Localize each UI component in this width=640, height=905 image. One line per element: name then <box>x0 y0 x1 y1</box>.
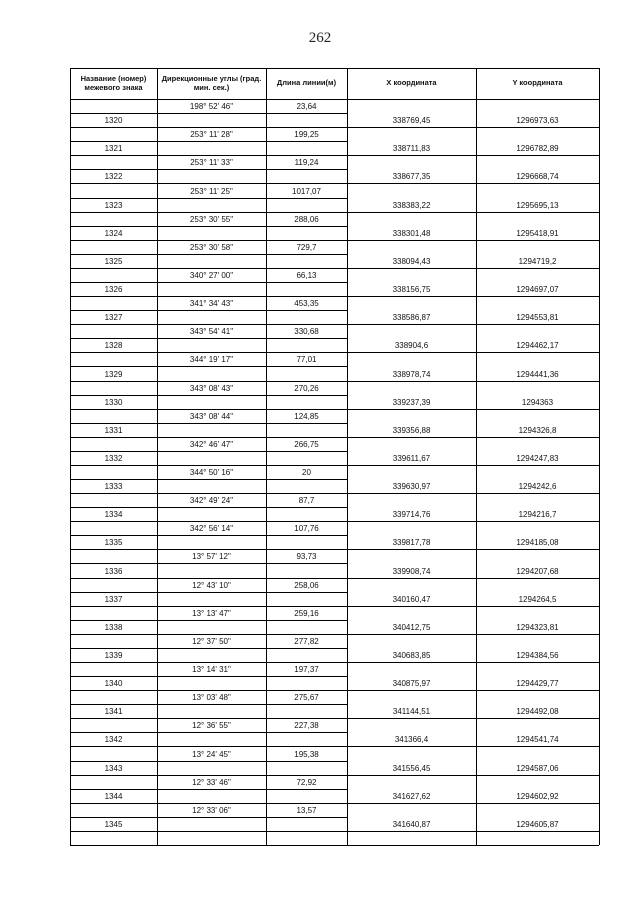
row-rule <box>347 634 599 635</box>
x-coordinate: 338978,74 <box>392 369 431 379</box>
point-name: 1340 <box>104 679 123 689</box>
line-length: 87,7 <box>298 496 315 506</box>
x-coordinate: 338156,75 <box>392 285 431 295</box>
line-length: 93,73 <box>296 552 317 562</box>
point-name: 1330 <box>104 397 123 407</box>
y-coordinate: 1294326,8 <box>518 425 557 435</box>
directional-angle: 198° 52' 46" <box>189 102 234 112</box>
x-coordinate: 338383,22 <box>392 200 431 210</box>
point-name: 1325 <box>104 256 123 266</box>
row-rule <box>70 648 347 649</box>
row-rule <box>347 127 599 128</box>
y-coordinate: 1294602,92 <box>516 791 559 801</box>
point-name: 1322 <box>104 172 123 182</box>
header-y-coordinate: Y координата <box>512 78 563 88</box>
x-coordinate: 341556,45 <box>392 763 431 773</box>
row-rule <box>347 606 599 607</box>
y-coordinate: 1294553,81 <box>516 313 559 323</box>
y-coordinate: 1294264,5 <box>518 594 557 604</box>
x-coordinate: 339714,76 <box>392 510 431 520</box>
point-name: 1327 <box>104 313 123 323</box>
x-coordinate: 341144,51 <box>392 707 431 717</box>
row-rule <box>347 549 599 550</box>
point-name: 1332 <box>104 453 123 463</box>
y-coordinate: 1294323,81 <box>516 622 559 632</box>
row-rule <box>70 141 347 142</box>
row-rule <box>70 775 347 776</box>
point-name: 1326 <box>104 285 123 295</box>
y-coordinate: 1294185,08 <box>516 538 559 548</box>
row-rule <box>347 718 599 719</box>
y-coordinate: 1294541,74 <box>516 735 559 745</box>
directional-angle: 12° 33' 46" <box>192 777 231 787</box>
directional-angle: 253° 11' 33" <box>190 158 233 168</box>
line-length: 199,25 <box>294 130 319 140</box>
y-coordinate: 1296973,63 <box>516 116 559 126</box>
y-coordinate: 1294587,06 <box>516 763 559 773</box>
directional-angle: 12° 37' 50" <box>192 636 231 646</box>
row-rule <box>70 507 347 508</box>
directional-angle: 253° 11' 25" <box>190 186 233 196</box>
row-rule <box>70 761 347 762</box>
directional-angle: 340° 27' 00" <box>189 270 234 280</box>
point-name: 1337 <box>104 594 123 604</box>
page-number: 262 <box>308 30 332 46</box>
row-rule <box>70 310 347 311</box>
row-rule <box>70 592 347 593</box>
y-coordinate: 1294605,87 <box>516 819 559 829</box>
y-coordinate: 1296782,89 <box>516 144 559 154</box>
line-length: 270,26 <box>294 383 319 393</box>
directional-angle: 13° 03' 48" <box>192 693 231 703</box>
y-coordinate: 1294363 <box>521 397 554 407</box>
directional-angle: 12° 33' 06" <box>192 805 231 815</box>
row-rule <box>347 831 599 832</box>
directional-angle: 343° 08' 43" <box>189 383 234 393</box>
directional-angle: 12° 36' 55" <box>192 721 231 731</box>
point-name: 1334 <box>104 510 123 520</box>
row-rule <box>70 395 347 396</box>
row-rule <box>347 409 599 410</box>
row-rule <box>70 240 347 241</box>
line-length: 259,16 <box>294 608 319 618</box>
directional-angle: 341° 34' 43" <box>189 299 234 309</box>
line-length: 195,38 <box>294 749 319 759</box>
x-coordinate: 341640,87 <box>392 819 431 829</box>
row-rule <box>70 423 347 424</box>
y-coordinate: 1294697,07 <box>516 285 559 295</box>
row-rule <box>70 578 347 579</box>
directional-angle: 253° 11' 28" <box>190 130 233 140</box>
line-length: 23,64 <box>296 102 317 112</box>
line-length: 124,85 <box>294 411 319 421</box>
table-border-bottom <box>70 845 599 846</box>
x-coordinate: 339908,74 <box>392 566 431 576</box>
directional-angle: 13° 24' 45" <box>192 749 231 759</box>
row-rule <box>70 803 347 804</box>
line-length: 258,06 <box>294 580 319 590</box>
line-length: 119,24 <box>294 158 319 168</box>
line-length: 275,67 <box>294 693 319 703</box>
row-rule <box>347 662 599 663</box>
row-rule <box>70 254 347 255</box>
y-coordinate: 1295695,13 <box>516 200 559 210</box>
survey-coordinates-table <box>70 68 599 845</box>
row-rule <box>70 169 347 170</box>
row-rule <box>347 212 599 213</box>
line-length: 729,7 <box>296 242 317 252</box>
directional-angle: 253° 30' 55" <box>189 214 234 224</box>
point-name: 1323 <box>104 200 123 210</box>
directional-angle: 12° 43' 10" <box>192 580 231 590</box>
row-rule <box>347 324 599 325</box>
row-rule <box>70 113 347 114</box>
point-name: 1339 <box>104 651 123 661</box>
x-coordinate: 341627,62 <box>392 791 431 801</box>
row-rule <box>347 183 599 184</box>
point-name: 1336 <box>104 566 123 576</box>
point-name: 1338 <box>104 622 123 632</box>
x-coordinate: 340875,97 <box>392 679 431 689</box>
point-name: 1335 <box>104 538 123 548</box>
line-length: 107,76 <box>294 524 319 534</box>
header-point-name: Название (номер) межевого знака <box>80 73 147 92</box>
row-rule <box>70 226 347 227</box>
x-coordinate: 338094,43 <box>392 256 431 266</box>
row-rule <box>70 718 347 719</box>
row-rule <box>70 662 347 663</box>
header-divider <box>70 99 599 100</box>
directional-angle: 13° 13' 47" <box>192 608 231 618</box>
row-rule <box>70 479 347 480</box>
row-rule <box>70 324 347 325</box>
x-coordinate: 341366,4 <box>394 735 429 745</box>
row-rule <box>347 381 599 382</box>
y-coordinate: 1294492,08 <box>516 707 559 717</box>
row-rule <box>70 704 347 705</box>
row-rule <box>70 620 347 621</box>
point-name: 1333 <box>104 482 123 492</box>
directional-angle: 13° 14' 31" <box>192 665 231 675</box>
y-coordinate: 1294242,6 <box>518 482 557 492</box>
y-coordinate: 1294216,7 <box>518 510 557 520</box>
directional-angle: 253° 30' 58" <box>189 242 234 252</box>
line-length: 453,35 <box>294 299 319 309</box>
directional-angle: 344° 19' 17" <box>189 355 234 365</box>
point-name: 1342 <box>104 735 123 745</box>
x-coordinate: 338677,35 <box>392 172 431 182</box>
point-name: 1328 <box>104 341 123 351</box>
row-rule <box>347 268 599 269</box>
directional-angle: 342° 49' 24" <box>189 496 234 506</box>
y-coordinate: 1294719,2 <box>518 256 557 266</box>
row-rule <box>70 493 347 494</box>
directional-angle: 342° 56' 14" <box>189 524 234 534</box>
row-rule <box>347 437 599 438</box>
row-rule <box>70 732 347 733</box>
row-rule <box>70 831 347 832</box>
row-rule <box>347 803 599 804</box>
y-coordinate: 1294207,68 <box>516 566 559 576</box>
line-length: 277,82 <box>294 636 319 646</box>
line-length: 77,01 <box>296 355 317 365</box>
row-rule <box>70 817 347 818</box>
row-rule <box>70 535 347 536</box>
row-rule <box>70 676 347 677</box>
row-rule <box>70 549 347 550</box>
line-length: 227,38 <box>294 721 319 731</box>
row-rule <box>70 746 347 747</box>
x-coordinate: 339356,88 <box>392 425 431 435</box>
header-directional-angles: Дирекционные углы (град. мин. сек.) <box>161 73 262 92</box>
y-coordinate: 1294384,56 <box>516 651 559 661</box>
row-rule <box>70 198 347 199</box>
point-name: 1324 <box>104 228 123 238</box>
x-coordinate: 338711,83 <box>392 144 431 154</box>
row-rule <box>70 437 347 438</box>
row-rule <box>70 521 347 522</box>
x-coordinate: 340160,47 <box>392 594 431 604</box>
line-length: 20 <box>302 468 311 478</box>
line-length: 288,06 <box>294 214 319 224</box>
row-rule <box>347 352 599 353</box>
row-rule <box>347 155 599 156</box>
y-coordinate: 1294247,83 <box>516 453 559 463</box>
row-rule <box>70 338 347 339</box>
row-rule <box>70 127 347 128</box>
row-rule <box>347 690 599 691</box>
row-rule <box>347 493 599 494</box>
x-coordinate: 339630,97 <box>392 482 431 492</box>
directional-angle: 344° 50' 16" <box>189 468 234 478</box>
point-name: 1329 <box>104 369 123 379</box>
row-rule <box>70 690 347 691</box>
directional-angle: 13° 57' 12" <box>192 552 231 562</box>
row-rule <box>70 212 347 213</box>
row-rule <box>347 296 599 297</box>
row-rule <box>70 282 347 283</box>
line-length: 266,75 <box>294 439 319 449</box>
row-rule <box>347 521 599 522</box>
x-coordinate: 338904,6 <box>394 341 429 351</box>
x-coordinate: 339817,78 <box>392 538 431 548</box>
y-coordinate: 1294429,77 <box>516 679 559 689</box>
row-rule <box>70 606 347 607</box>
header-line-length: Длина линии(м) <box>276 78 337 88</box>
point-name: 1343 <box>104 763 123 773</box>
x-coordinate: 340412,75 <box>392 622 431 632</box>
x-coordinate: 339611,67 <box>392 453 431 463</box>
row-rule <box>70 451 347 452</box>
header-x-coordinate: X координата <box>386 78 437 88</box>
y-coordinate: 1294441,36 <box>516 369 559 379</box>
line-length: 197,37 <box>294 665 319 675</box>
row-rule <box>70 409 347 410</box>
table-border-top <box>70 68 599 69</box>
row-rule <box>347 746 599 747</box>
column-divider <box>599 68 600 845</box>
row-rule <box>70 465 347 466</box>
row-rule <box>347 240 599 241</box>
directional-angle: 343° 54' 41" <box>189 327 234 337</box>
row-rule <box>347 578 599 579</box>
row-rule <box>70 352 347 353</box>
row-rule <box>347 775 599 776</box>
line-length: 330,68 <box>294 327 319 337</box>
x-coordinate: 339237,39 <box>392 397 431 407</box>
directional-angle: 343° 08' 44" <box>189 411 234 421</box>
line-length: 1017,07 <box>292 186 321 196</box>
line-length: 66,13 <box>296 270 317 280</box>
line-length: 72,92 <box>296 777 317 787</box>
y-coordinate: 1294462,17 <box>516 341 559 351</box>
row-rule <box>70 634 347 635</box>
x-coordinate: 340683,85 <box>392 651 431 661</box>
row-rule <box>70 366 347 367</box>
row-rule <box>70 155 347 156</box>
row-rule <box>70 789 347 790</box>
row-rule <box>70 563 347 564</box>
row-rule <box>70 183 347 184</box>
row-rule <box>70 381 347 382</box>
row-rule <box>347 465 599 466</box>
point-name: 1331 <box>104 425 123 435</box>
point-name: 1320 <box>104 116 123 126</box>
line-length: 13,57 <box>296 805 317 815</box>
point-name: 1341 <box>104 707 123 717</box>
y-coordinate: 1296668,74 <box>516 172 559 182</box>
point-name: 1344 <box>104 791 123 801</box>
directional-angle: 342° 46' 47" <box>189 439 234 449</box>
row-rule <box>70 296 347 297</box>
row-rule <box>70 268 347 269</box>
x-coordinate: 338301,48 <box>392 228 431 238</box>
point-name: 1321 <box>104 144 123 154</box>
y-coordinate: 1295418,91 <box>516 228 559 238</box>
x-coordinate: 338586,87 <box>392 313 431 323</box>
x-coordinate: 338769,45 <box>392 116 431 126</box>
point-name: 1345 <box>104 819 123 829</box>
